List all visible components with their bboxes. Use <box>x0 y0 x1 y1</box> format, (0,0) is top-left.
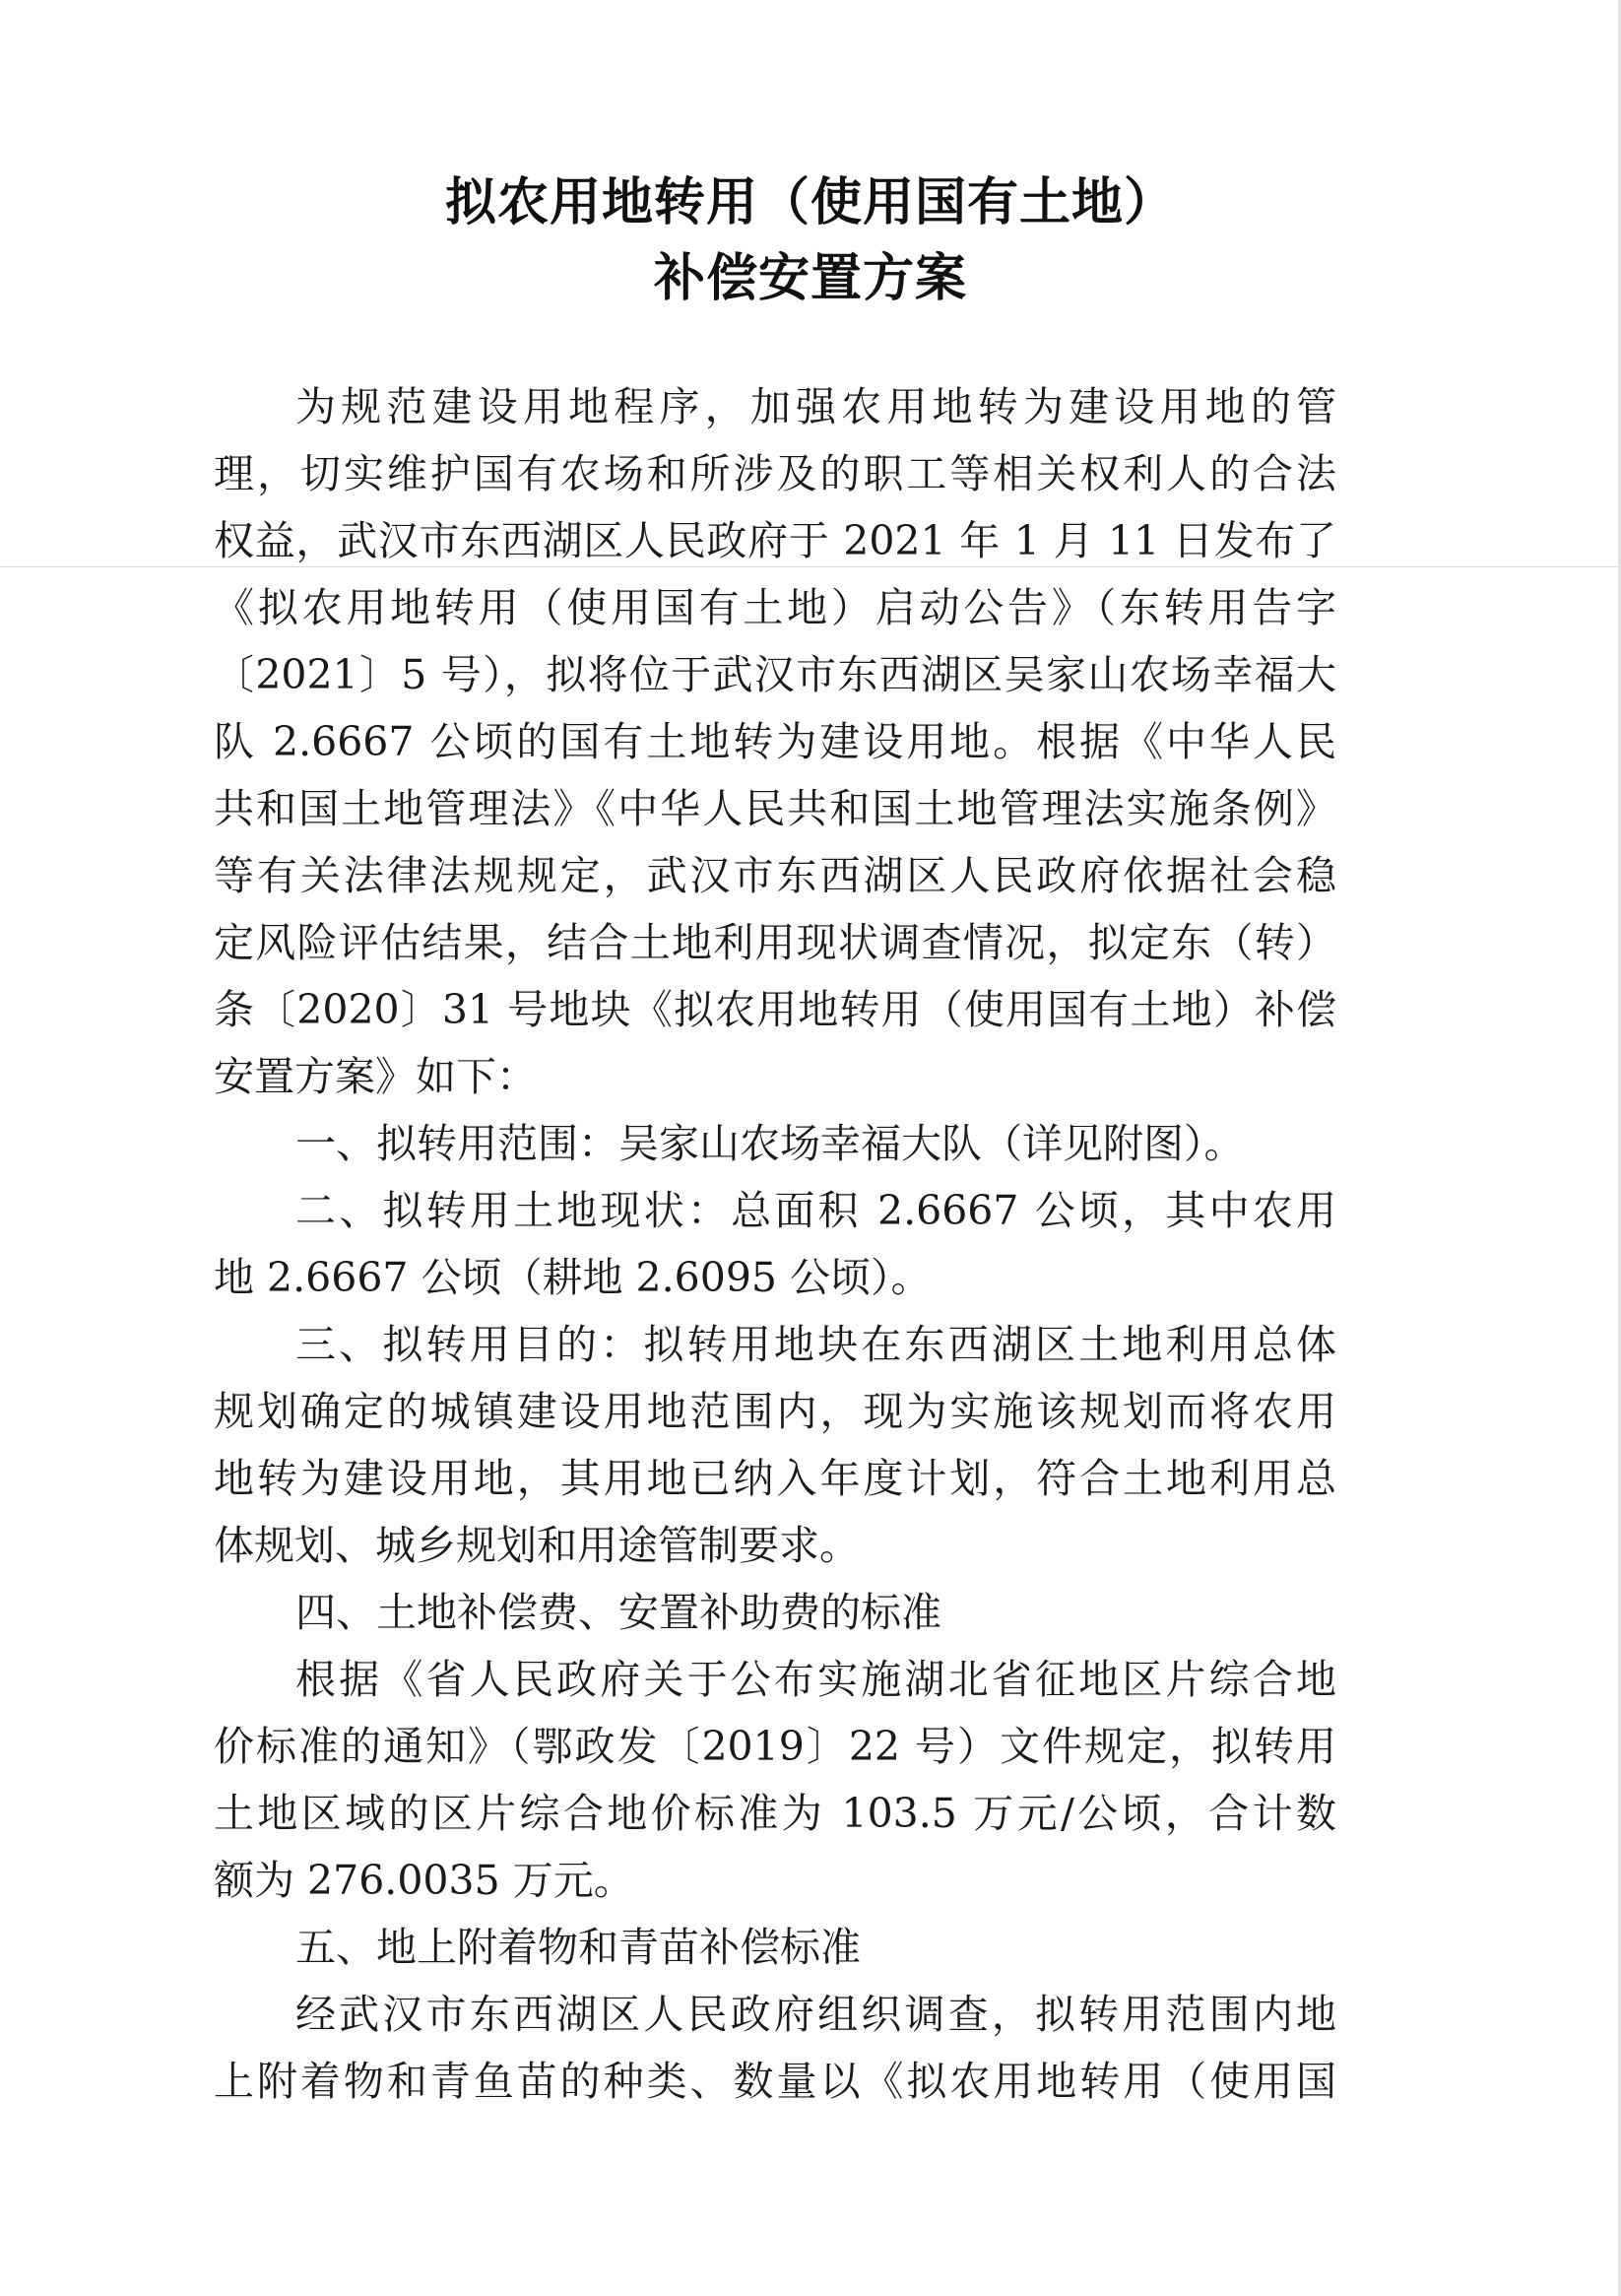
body-line: 地 2.6667 公顷（耕地 2.6095 公顷）。 <box>214 1254 932 1301</box>
body-line: 〔2021〕5 号），拟将位于武汉市东西湖区吴家山农场幸福大 <box>214 651 1336 698</box>
document-title-line-1: 拟农用地转用（使用国有土地） <box>444 173 1176 232</box>
body-line: 《拟农用地转用（使用国有土地）启动公告》（东转用告字 <box>214 584 1336 631</box>
body-line: 条〔2020〕31 号地块《拟农用地转用（使用国有土地）补偿 <box>214 986 1336 1033</box>
body-line: 规划确定的城镇建设用地范围内，现为实施该规划而将农用 <box>214 1388 1336 1435</box>
section-heading: 四、土地补偿费、安置补助费的标准 <box>295 1589 941 1636</box>
body-line: 安置方案》如下： <box>214 1053 537 1100</box>
body-line: 权益，武汉市东西湖区人民政府于 2021 年 1 月 11 日发布了 <box>214 517 1336 564</box>
body-line: 等有关法律法规规定，武汉市东西湖区人民政府依据社会稳 <box>214 852 1336 899</box>
body-line: 定风险评估结果，结合土地利用现状调查情况，拟定东（转） <box>214 919 1336 966</box>
section-heading: 三、拟转用目的：拟转用地块在东西湖区土地利用总体 <box>295 1321 1336 1368</box>
body-line: 体规划、城乡规划和用途管制要求。 <box>214 1522 860 1569</box>
body-line: 为规范建设用地程序，加强农用地转为建设用地的管 <box>295 383 1336 430</box>
body-line: 共和国土地管理法》《中华人民共和国土地管理法实施条例》 <box>214 785 1336 832</box>
body-line: 地转为建设用地，其用地已纳入年度计划，符合土地利用总 <box>214 1455 1336 1502</box>
body-line: 上附着物和青鱼苗的种类、数量以《拟农用地转用（使用国 <box>214 2058 1336 2105</box>
body-line: 根据《省人民政府关于公布实施湖北省征地区片综合地 <box>295 1656 1336 1703</box>
body-line: 价标准的通知》（鄂政发〔2019〕22 号）文件规定，拟转用 <box>214 1723 1336 1770</box>
body-line: 队 2.6667 公顷的国有土地转为建设用地。根据《中华人民 <box>214 718 1336 765</box>
body-line: 额为 276.0035 万元。 <box>214 1857 634 1904</box>
body-line: 土地区域的区片综合地价标准为 103.5 万元/公顷，合计数 <box>214 1790 1336 1837</box>
body-line: 经武汉市东西湖区人民政府组织调查，拟转用范围内地 <box>295 1991 1336 2038</box>
section-heading: 一、拟转用范围：吴家山农场幸福大队（详见附图）。 <box>295 1120 1245 1167</box>
body-line: 理，切实维护国有农场和所涉及的职工等相关权利人的合法 <box>214 450 1336 497</box>
document-title-line-2: 补偿安置方案 <box>653 249 967 308</box>
section-heading: 二、拟转用土地现状：总面积 2.6667 公顷，其中农用 <box>295 1187 1336 1234</box>
section-heading: 五、地上附着物和青苗补偿标准 <box>295 1924 861 1971</box>
